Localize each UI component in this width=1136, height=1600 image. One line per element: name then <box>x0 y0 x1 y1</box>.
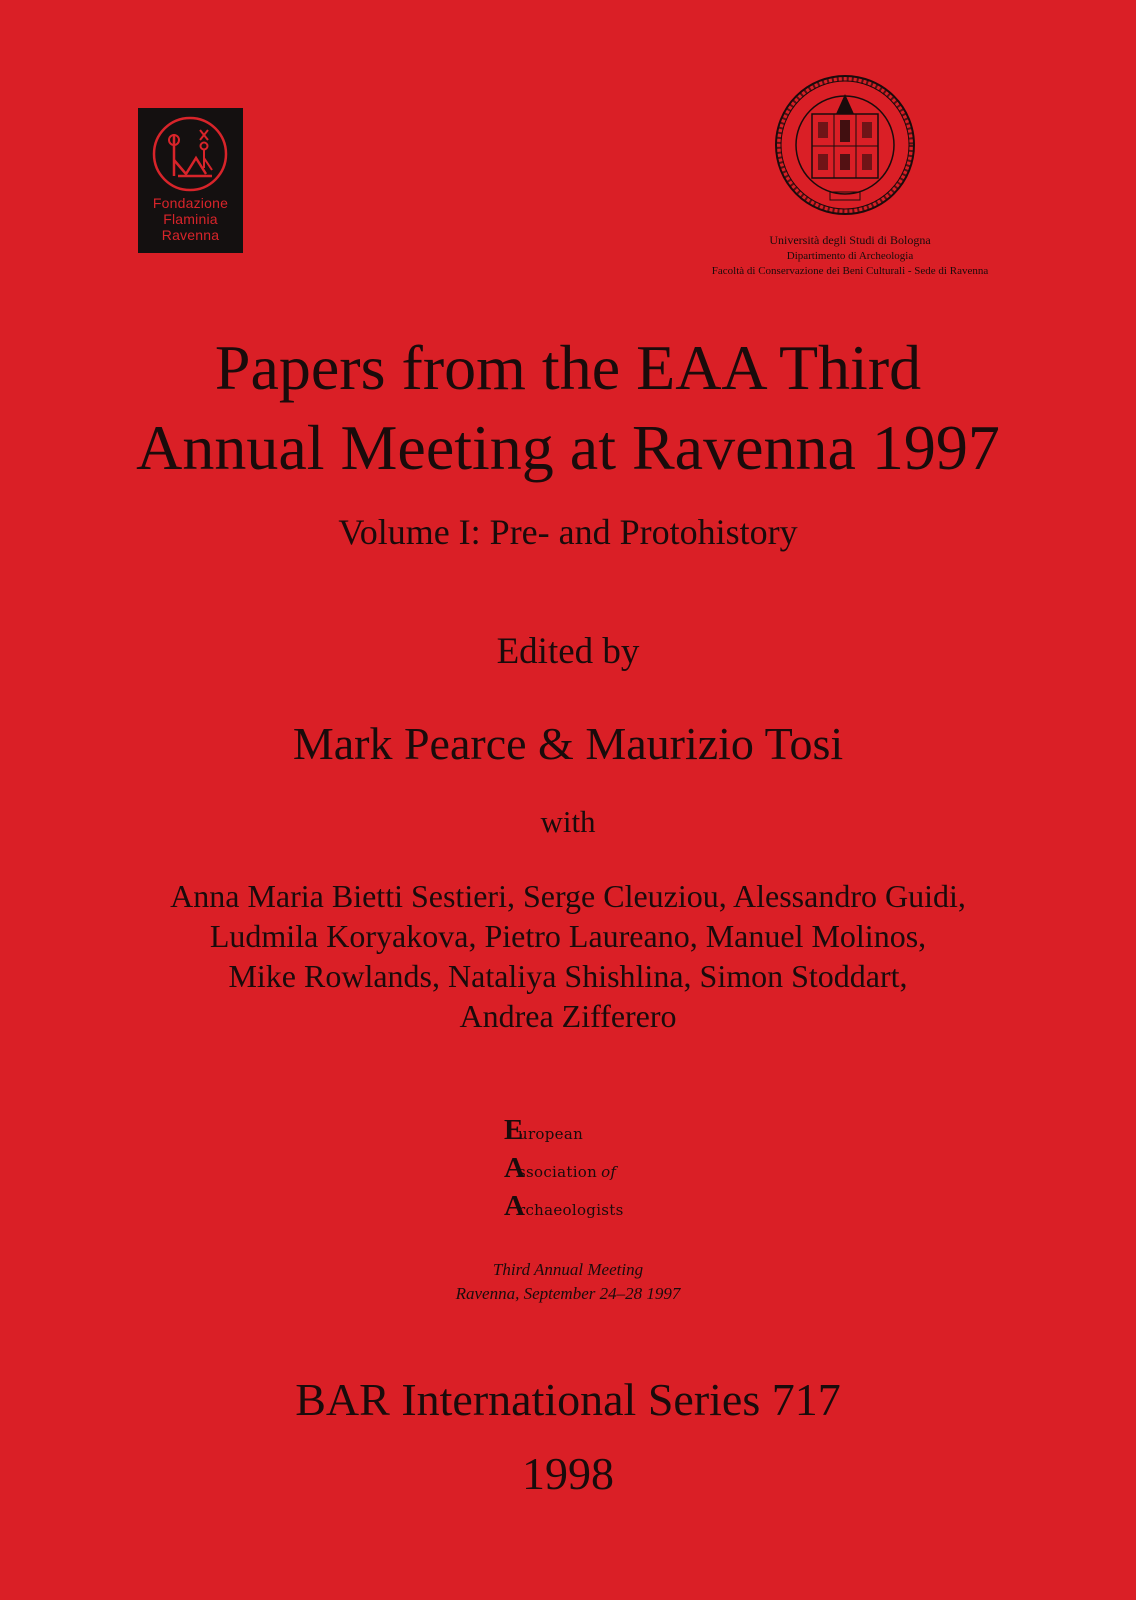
fondazione-line: Fondazione <box>152 195 229 211</box>
fondazione-line: Ravenna <box>161 227 220 243</box>
university-seal <box>774 74 916 216</box>
contributors-list <box>0 876 1136 1036</box>
eaa-initial: E <box>504 1114 524 1146</box>
eaa-initial: A <box>504 1190 525 1222</box>
eaa-row <box>504 1152 616 1188</box>
fondazione-monogram-icon <box>138 108 243 203</box>
editors-names: Mark Pearce & Maurizio Tosi <box>292 718 844 769</box>
university-seal-icon <box>774 74 916 216</box>
with-label: with <box>540 804 596 839</box>
book-title <box>0 328 1136 488</box>
contributors-line: Anna Maria Bietti Sestieri, Serge Cleuziou, Alessandro Guidi, <box>170 878 966 914</box>
meeting-line: Third Annual Meeting <box>492 1260 644 1279</box>
eaa-logo <box>504 1114 654 1228</box>
eaa-initial: A <box>504 1152 525 1184</box>
eaa-word: rchaeologists <box>518 1201 624 1219</box>
series-label: BAR International Series 717 <box>295 1374 841 1425</box>
eaa-row <box>504 1190 624 1226</box>
volume-subtitle: Volume I: Pre- and Protohistory <box>338 512 798 552</box>
fondazione-line: Flaminia <box>163 211 218 227</box>
meeting-info <box>0 1258 1136 1306</box>
eaa-word: ssociation <box>518 1163 598 1181</box>
meeting-line: Ravenna, September 24–28 1997 <box>455 1284 681 1303</box>
university-name: Università degli Studi di Bologna <box>769 233 931 247</box>
contributors-line: Mike Rowlands, Nataliya Shishlina, Simon Stoddart, <box>228 958 908 994</box>
title-line: Annual Meeting at Ravenna 1997 <box>136 412 1000 483</box>
contributors-line: Ludmila Koryakova, Pietro Laureano, Manuel Molinos, <box>209 918 927 954</box>
title-line: Papers from the EAA Third <box>214 332 922 403</box>
edited-by-label: Edited by <box>496 631 640 672</box>
eaa-word: uropean <box>518 1125 584 1143</box>
eaa-word-of: of <box>601 1163 617 1181</box>
eaa-row <box>504 1114 583 1150</box>
university-department: Dipartimento di Archeologia <box>786 250 914 262</box>
contributors-line: Andrea Zifferero <box>459 998 677 1034</box>
publication-year: 1998 <box>522 1448 614 1499</box>
university-faculty: Facoltà di Conservazione dei Beni Culturali - Sede di Ravenna <box>711 265 989 277</box>
fondazione-logo <box>138 108 243 253</box>
